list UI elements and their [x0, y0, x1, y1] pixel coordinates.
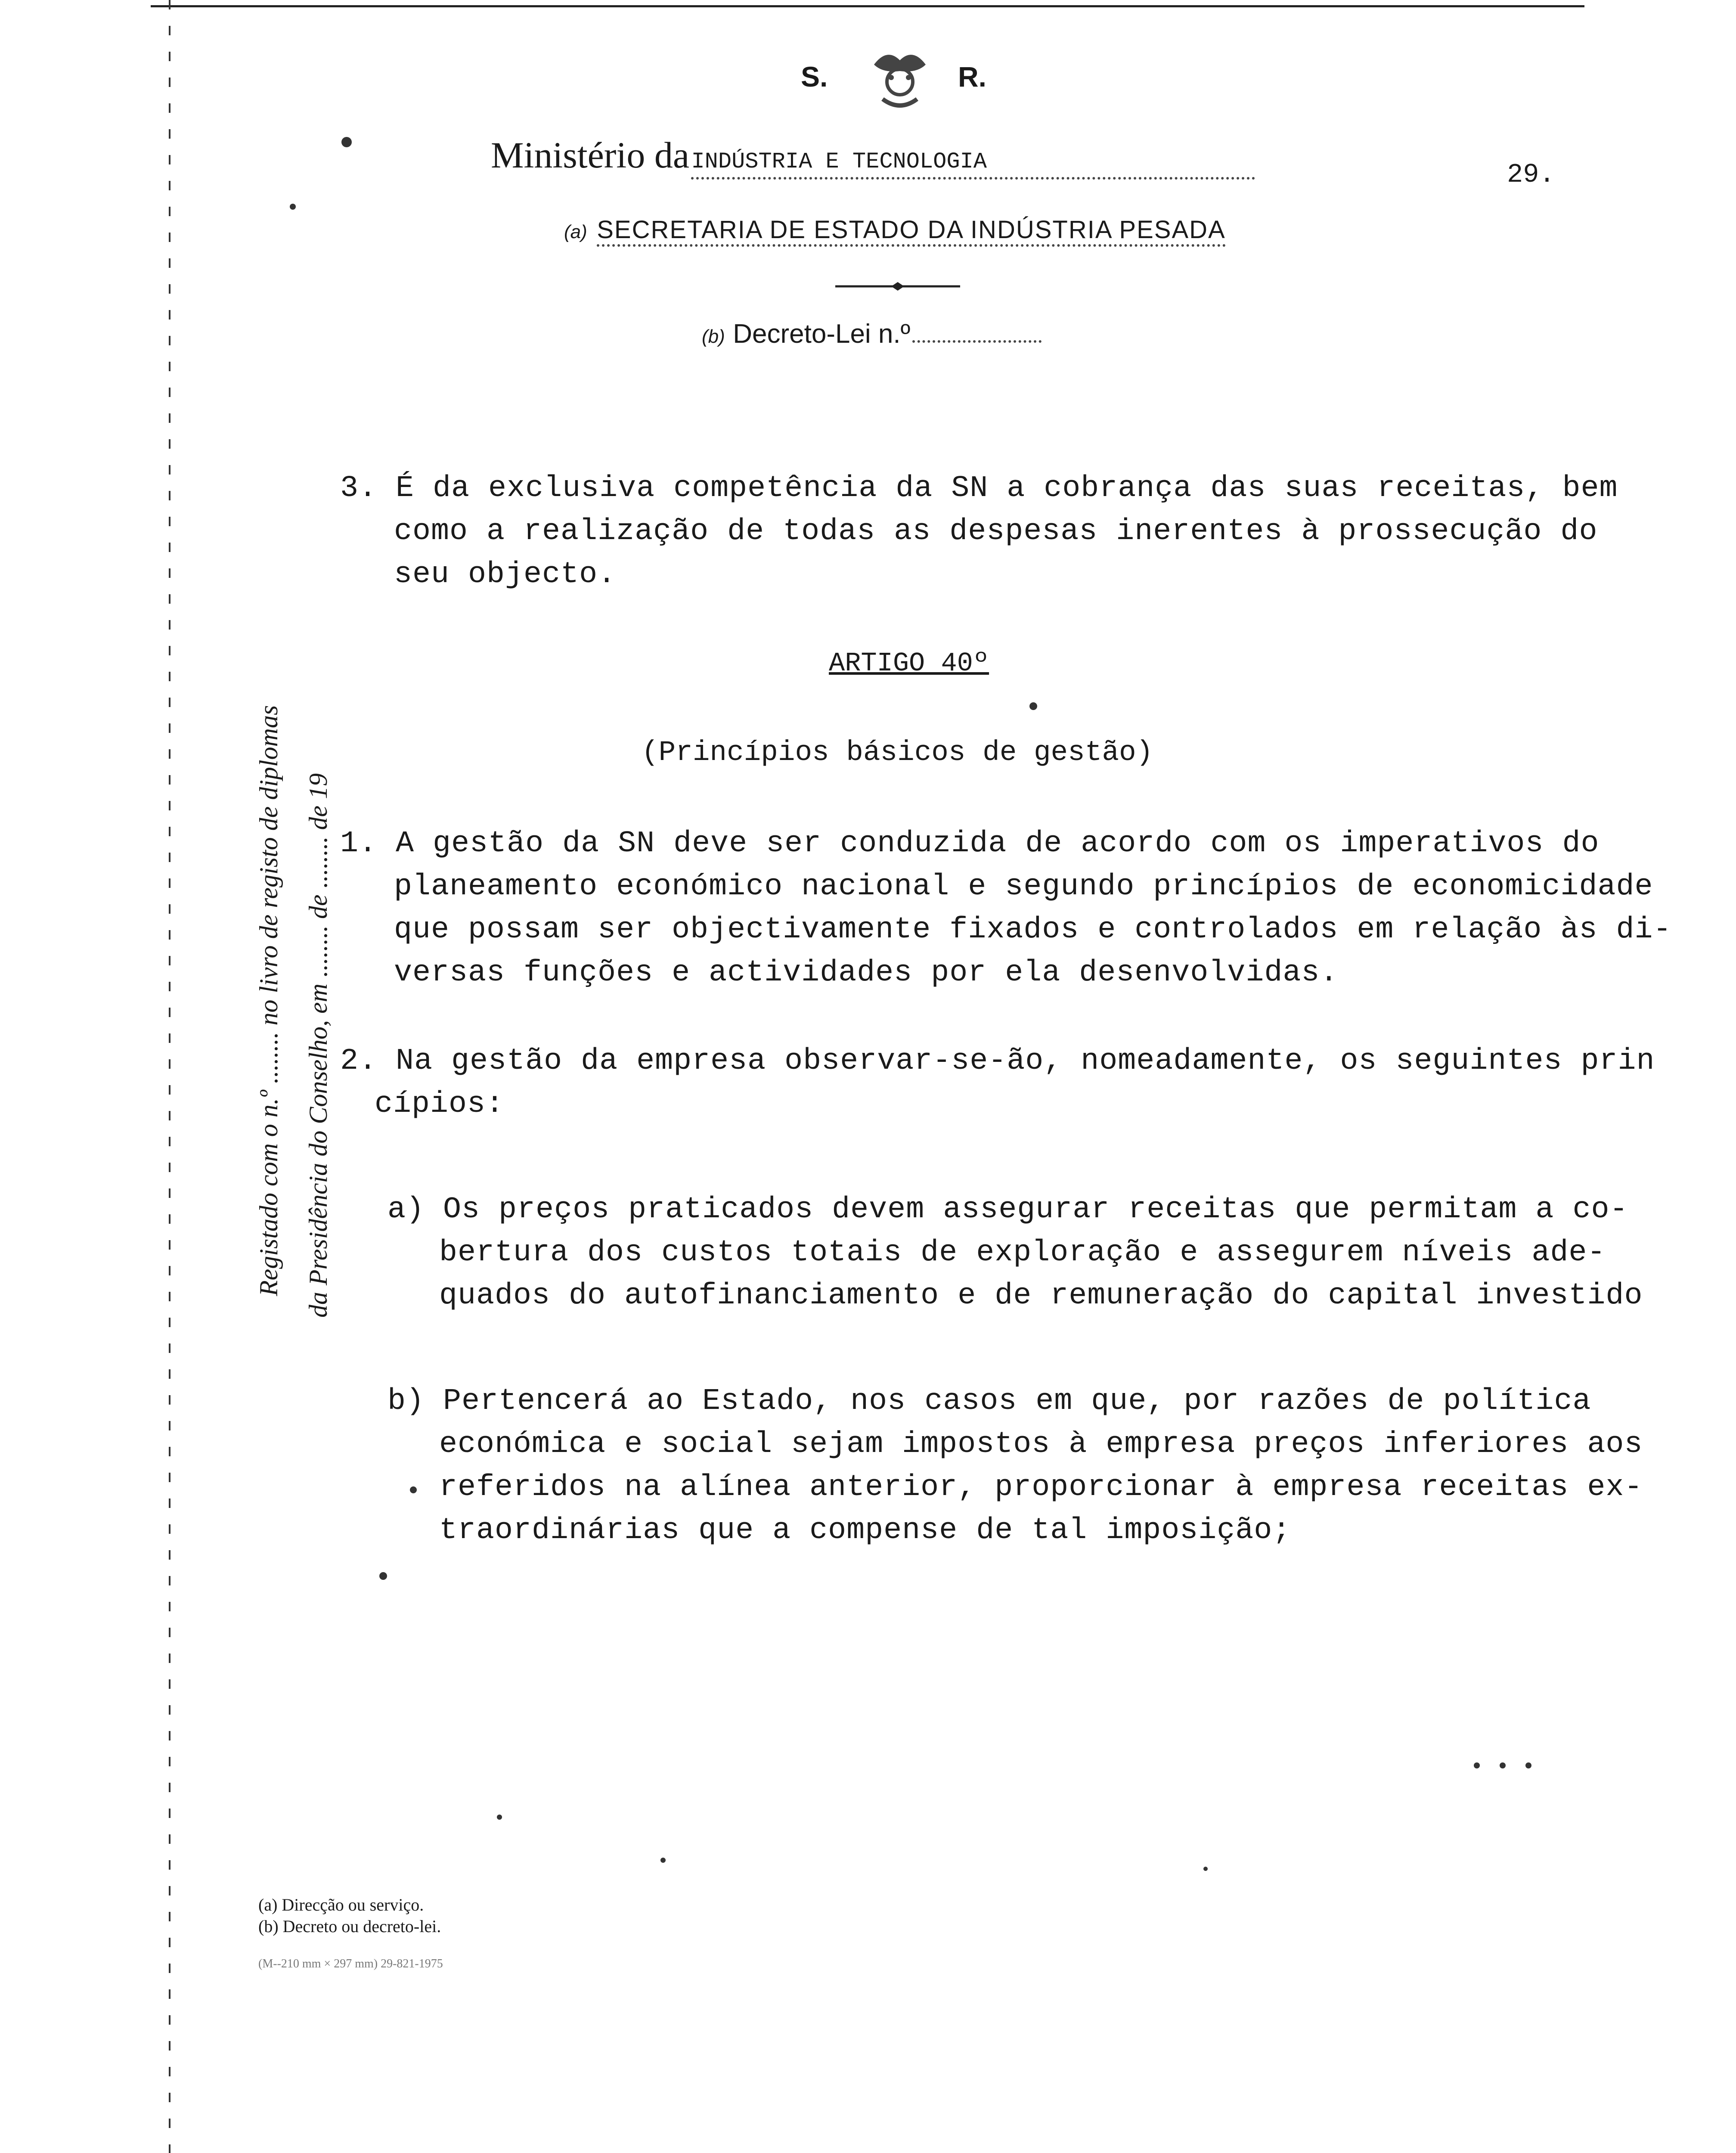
- ministry-name: INDÚSTRIA E TECNOLOGIA: [691, 149, 1255, 180]
- footnote-a: (a) Direcção ou serviço.: [258, 1895, 424, 1914]
- secretariat-marker: (a): [564, 221, 587, 242]
- page-number: 29.: [1507, 159, 1555, 190]
- decree-label: Decreto-Lei n.º: [733, 319, 911, 349]
- footnote-b: (b) Decreto ou decreto-lei.: [258, 1917, 441, 1936]
- item-a-line-3: quados do autofinanciamento e de remuneração do capital investido: [439, 1279, 1643, 1313]
- paragraph-1-line-2: planeamento económico nacional e segundo princípios de economicidade: [394, 870, 1653, 904]
- item-b-line-4: traordinárias que a compense de tal imposição;: [439, 1514, 1291, 1548]
- secretariat-name: SECRETARIA DE ESTADO DA INDÚSTRIA PESADA: [597, 215, 1226, 247]
- paragraph-1-line-1: 1. A gestão da SN deve ser conduzida de acordo com os imperativos do: [340, 827, 1600, 861]
- coat-of-arms-icon: [865, 47, 934, 112]
- decree-number-blank: [912, 319, 1042, 343]
- article-title: ARTIGO 40º: [829, 648, 989, 679]
- item-a-line-2: bertura dos custos totais de exploração e assegurem níveis ade-: [439, 1236, 1606, 1270]
- binding-edge: [169, 0, 170, 2153]
- ministry-line: [491, 133, 1255, 180]
- article-subtitle: (Princípios básicos de gestão): [642, 736, 1153, 769]
- paragraph-2-line-2: cípios:: [375, 1087, 505, 1121]
- paragraph-3-line-1: 3. É da exclusiva competência da SN a cobrança das suas receitas, bem: [340, 472, 1618, 506]
- secretariat-line: [564, 215, 1226, 247]
- emblem-left-text: S.: [801, 61, 828, 93]
- item-b-line-2: económica e social sejam impostos à empresa preços inferiores aos: [439, 1427, 1643, 1461]
- top-rule: [151, 5, 1584, 7]
- paragraph-1-line-3: que possam ser objectivamente fixados e controlados em relação às di-: [394, 913, 1672, 947]
- paragraph-1-line-4: versas funções e actividades por ela desenvolvidas.: [394, 956, 1339, 990]
- item-b-line-3: referidos na alínea anterior, proporcionar à empresa receitas ex-: [439, 1470, 1643, 1505]
- paragraph-2-line-1: 2. Na gestão da empresa observar-se-ão, nomeadamente, os seguintes prin: [340, 1044, 1655, 1078]
- decree-line: [702, 319, 1042, 349]
- ministry-prefix: Ministério da: [491, 134, 689, 176]
- margin-council: da Presidência do Conselho, em ........ de ........ de 19: [304, 773, 332, 1318]
- paragraph-3-line-3: seu objecto.: [394, 558, 617, 592]
- divider-ornament: [835, 282, 960, 291]
- paragraph-3-line-2: como a realização de todas as despesas inerentes à prossecução do: [394, 515, 1598, 549]
- item-b-line-1: b) Pertencerá ao Estado, nos casos em que, por razões de política: [388, 1384, 1591, 1418]
- print-code: (M--210 mm × 297 mm) 29-821-1975: [258, 1957, 443, 1970]
- emblem-right-text: R.: [958, 61, 986, 93]
- decree-marker: (b): [702, 326, 725, 347]
- item-a-line-1: a) Os preços praticados devem assegurar receitas que permitam a co-: [388, 1193, 1628, 1227]
- margin-registry: Registado com o n.º ........ no livro de registo de diplomas: [254, 705, 283, 1296]
